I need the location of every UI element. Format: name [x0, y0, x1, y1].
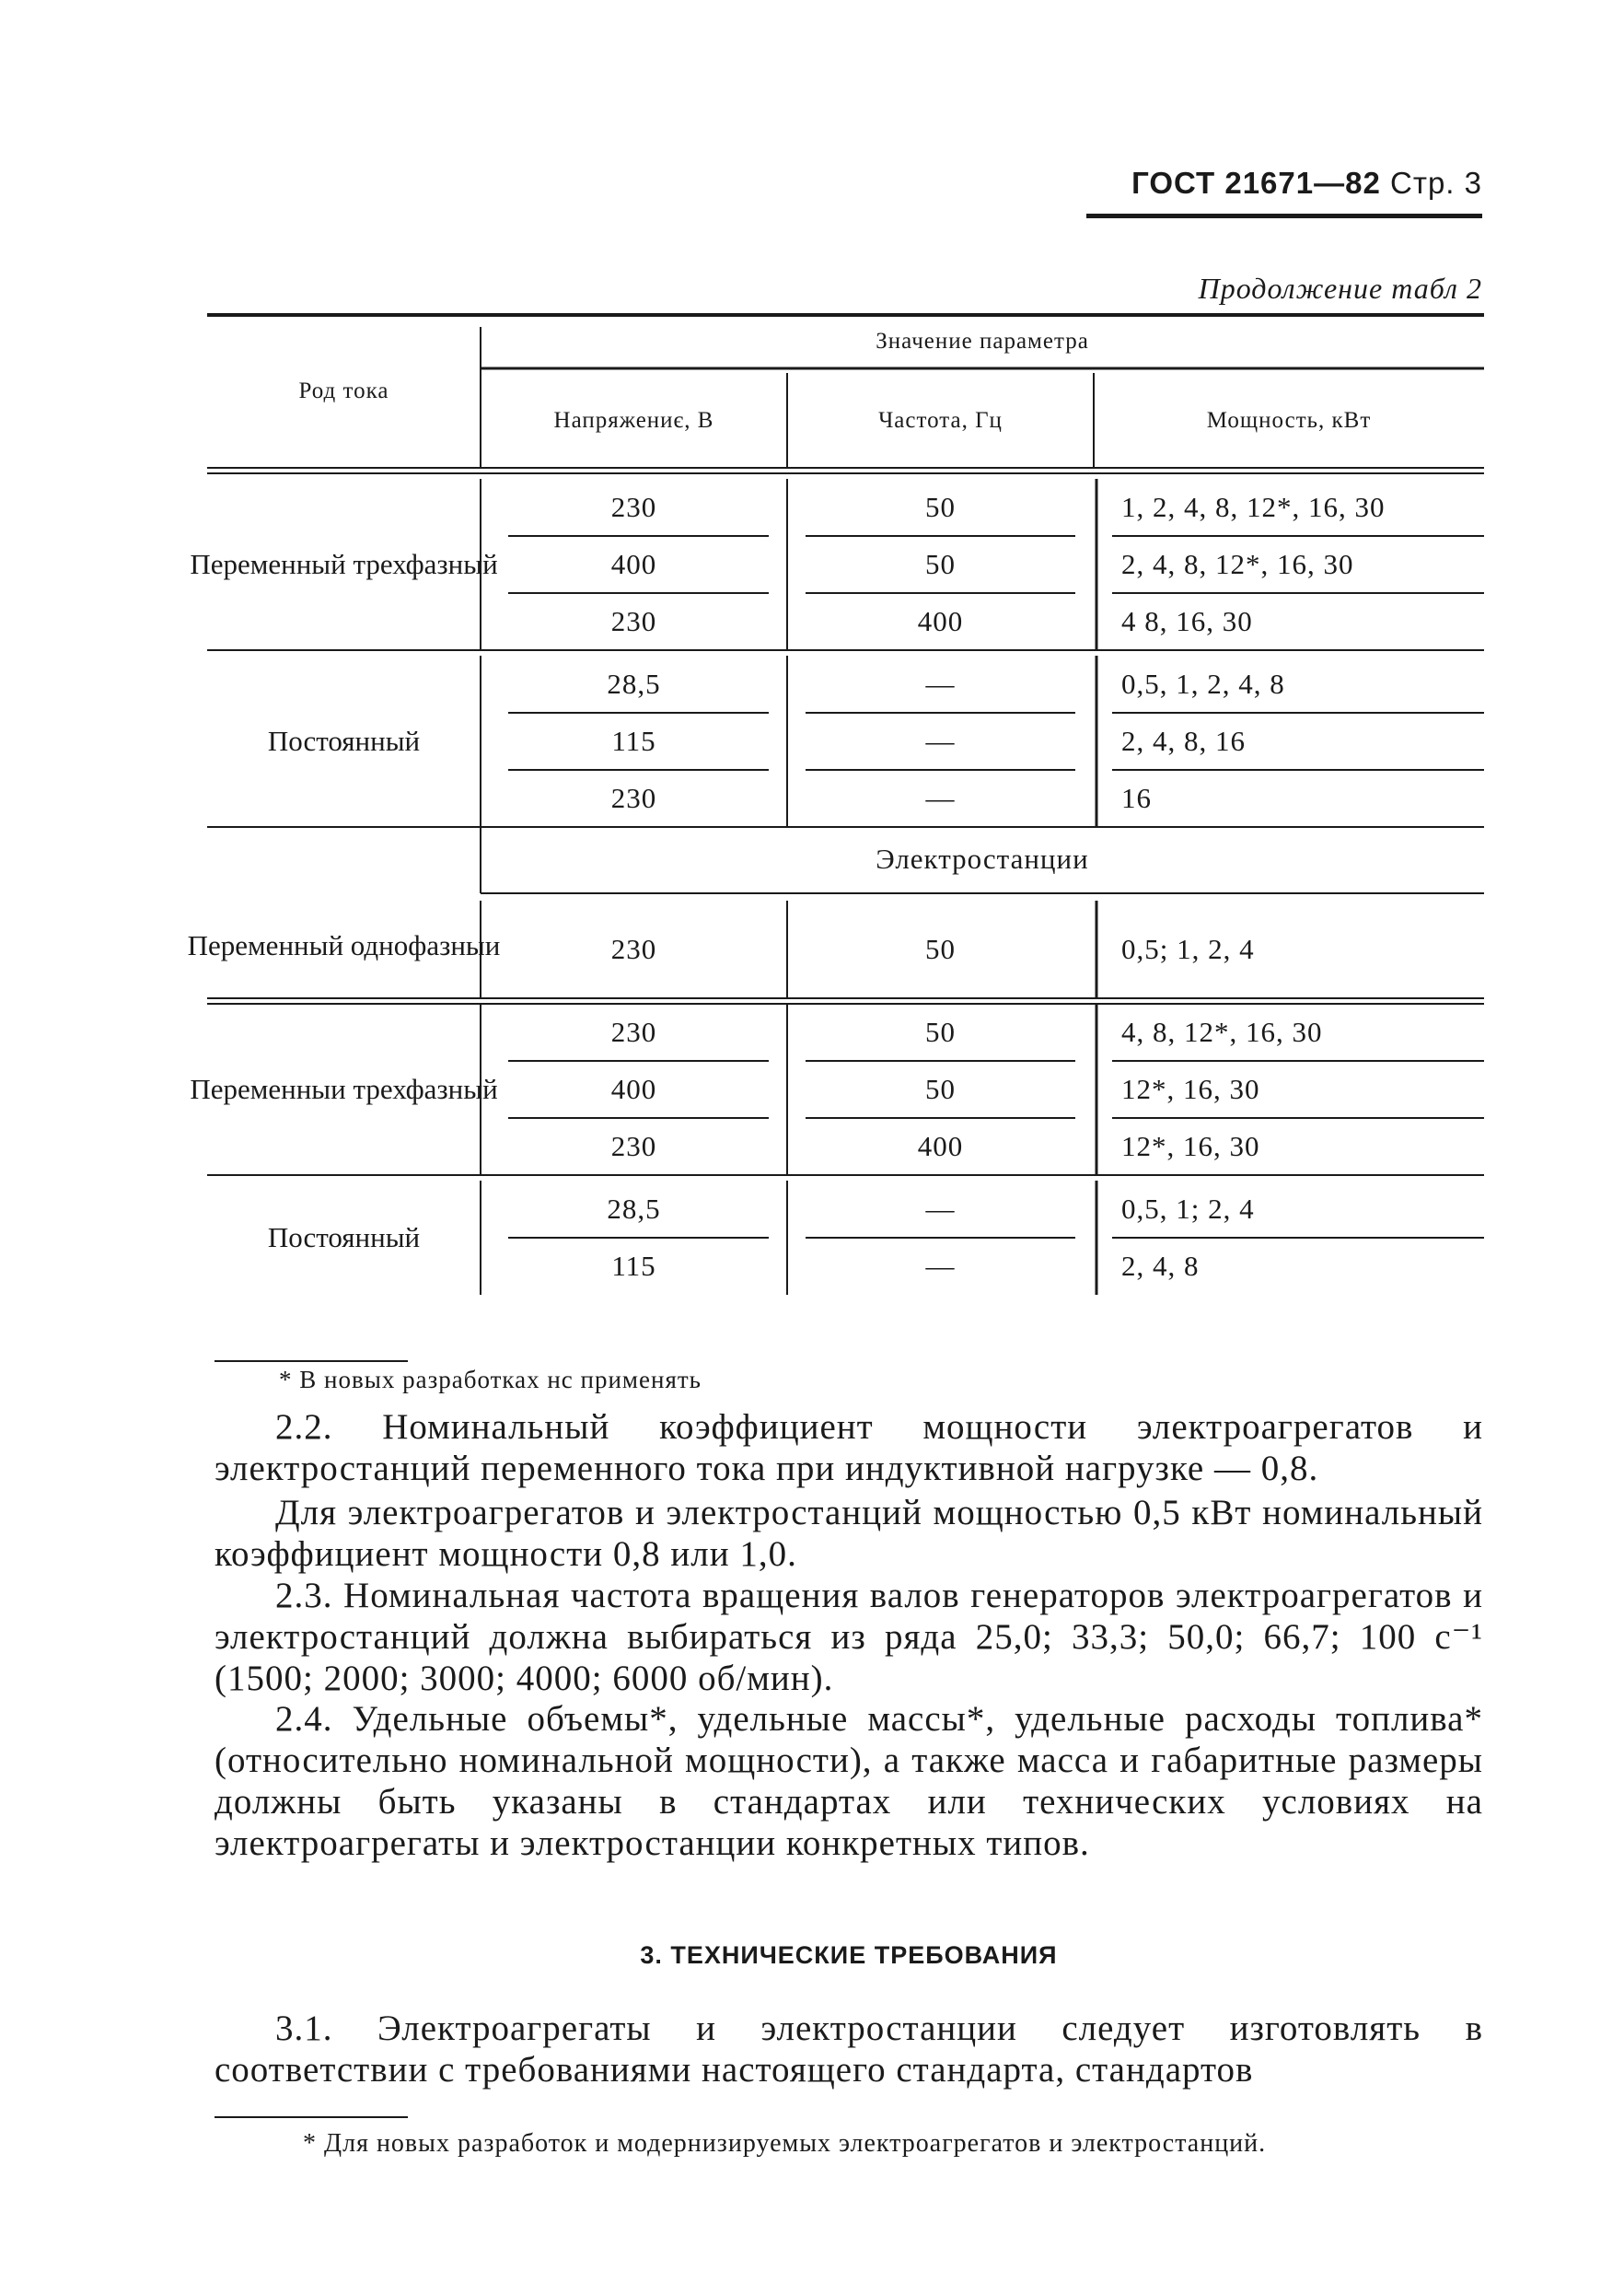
cell-power: 0,5; 1, 2, 4 [1121, 933, 1255, 965]
section-title: 3. ТЕХНИЧЕСКИЕ ТРЕБОВАНИЯ [640, 1941, 1058, 1969]
cell-power: 0,5, 1, 2, 4, 8 [1121, 668, 1285, 700]
cell-voltage: 230 [610, 933, 657, 965]
cell-voltage: 115 [611, 1250, 656, 1282]
cell-current-kind: Переменныи трехфазный [190, 1073, 498, 1105]
cell-power: 0,5, 1; 2, 4 [1121, 1193, 1255, 1225]
cell-power: 16 [1121, 782, 1152, 814]
column-header-frequency: Частота, Гц [878, 407, 1003, 433]
cell-power: 12*, 16, 30 [1121, 1130, 1260, 1162]
cell-power: 1, 2, 4, 8, 12*, 16, 30 [1121, 491, 1386, 523]
column-header-group: Значение параметра [876, 329, 1089, 354]
cell-current-kind: Переменный трехфазный [190, 548, 498, 580]
subheading-power-stations: Электростанции [876, 843, 1089, 875]
cell-frequency: — [925, 668, 956, 700]
cell-current-kind: Постоянный [267, 1221, 421, 1253]
cell-voltage: 230 [610, 605, 657, 637]
cell-voltage: 400 [610, 548, 657, 580]
cell-frequency: 50 [925, 933, 956, 965]
footnote-rule [215, 1360, 408, 1362]
cell-power: 4, 8, 12*, 16, 30 [1121, 1016, 1323, 1048]
cell-voltage: 230 [610, 782, 657, 814]
page-footnote: * Для новых разработок и модернизируемых электроагрегатов и электростанций. [303, 2129, 1267, 2158]
cell-frequency: 400 [917, 1130, 964, 1162]
paragraph-2-2: 2.2. Номинальный коэффициент мощности электроагрегатов и электростанций переменного тока при индуктивной нагрузке — 0,8. [215, 1407, 1483, 1488]
cell-frequency: 50 [925, 1073, 956, 1105]
paragraph-2-2-continued: Для электроагрегатов и электростанций мощностью 0,5 кВт номинальный коэффициент мощности 0,8 или 1,0. [215, 1493, 1483, 1574]
table-footnote: * В новых разработках нс применять [279, 1366, 702, 1393]
cell-power: 2, 4, 8 [1121, 1250, 1200, 1282]
cell-voltage: 400 [610, 1073, 657, 1105]
cell-voltage: 28,5 [607, 668, 661, 700]
cell-voltage: 230 [610, 491, 657, 523]
cell-frequency: 400 [917, 605, 964, 637]
cell-frequency: — [925, 1250, 956, 1282]
cell-frequency: 50 [925, 491, 956, 523]
page-footnote-rule [215, 2116, 408, 2118]
cell-frequency: — [925, 725, 956, 757]
paragraph-3-1: 3.1. Электроагрегаты и электростанции следует изготовлять в соответствии с требованиями настоящего стандарта, стандартов [215, 2009, 1483, 2090]
column-header-power: Мощность, кВт [1206, 407, 1372, 433]
cell-frequency: 50 [925, 1016, 956, 1048]
cell-current-kind: Постоянный [267, 725, 421, 757]
cell-voltage: 28,5 [607, 1193, 661, 1225]
cell-frequency: — [925, 782, 956, 814]
cell-power: 2, 4, 8, 12*, 16, 30 [1121, 548, 1354, 580]
cell-voltage: 230 [610, 1130, 657, 1162]
cell-voltage: 115 [611, 725, 656, 757]
standard-number: ГОСТ 21671—82 [1131, 166, 1381, 200]
cell-frequency: — [925, 1193, 956, 1225]
column-header-kind: Род тока [298, 378, 389, 403]
table-continuation-caption: Продолжение табл 2 [1198, 272, 1482, 305]
cell-voltage: 230 [610, 1016, 657, 1048]
paragraph-2-4: 2.4. Удельные объемы*, удельные массы*, удельные расходы топлива* (относительно номинальной мощности), а также масса и габаритные размеры должны быть указаны в стандартах или технических условиях на электроагрегаты и электростанции конкретных типов. [215, 1699, 1483, 1863]
cell-power: 4 8, 16, 30 [1121, 605, 1253, 637]
cell-power: 12*, 16, 30 [1121, 1073, 1260, 1105]
paragraph-2-3: 2.3. Номинальная частота вращения валов генераторов электроагрегатов и электростанций должна выбираться из ряда 25,0; 33,3; 50,0; 66,7; 100 с⁻¹ (1500; 2000; 3000; 4000; 6000 об/мин). [215, 1576, 1483, 1698]
cell-frequency: 50 [925, 548, 956, 580]
page-number: Стр. 3 [1390, 166, 1482, 200]
cell-current-kind: Переменный однофазныи [187, 929, 501, 961]
column-header-voltage: Напряжениє, В [553, 407, 714, 433]
cell-power: 2, 4, 8, 16 [1121, 725, 1246, 757]
